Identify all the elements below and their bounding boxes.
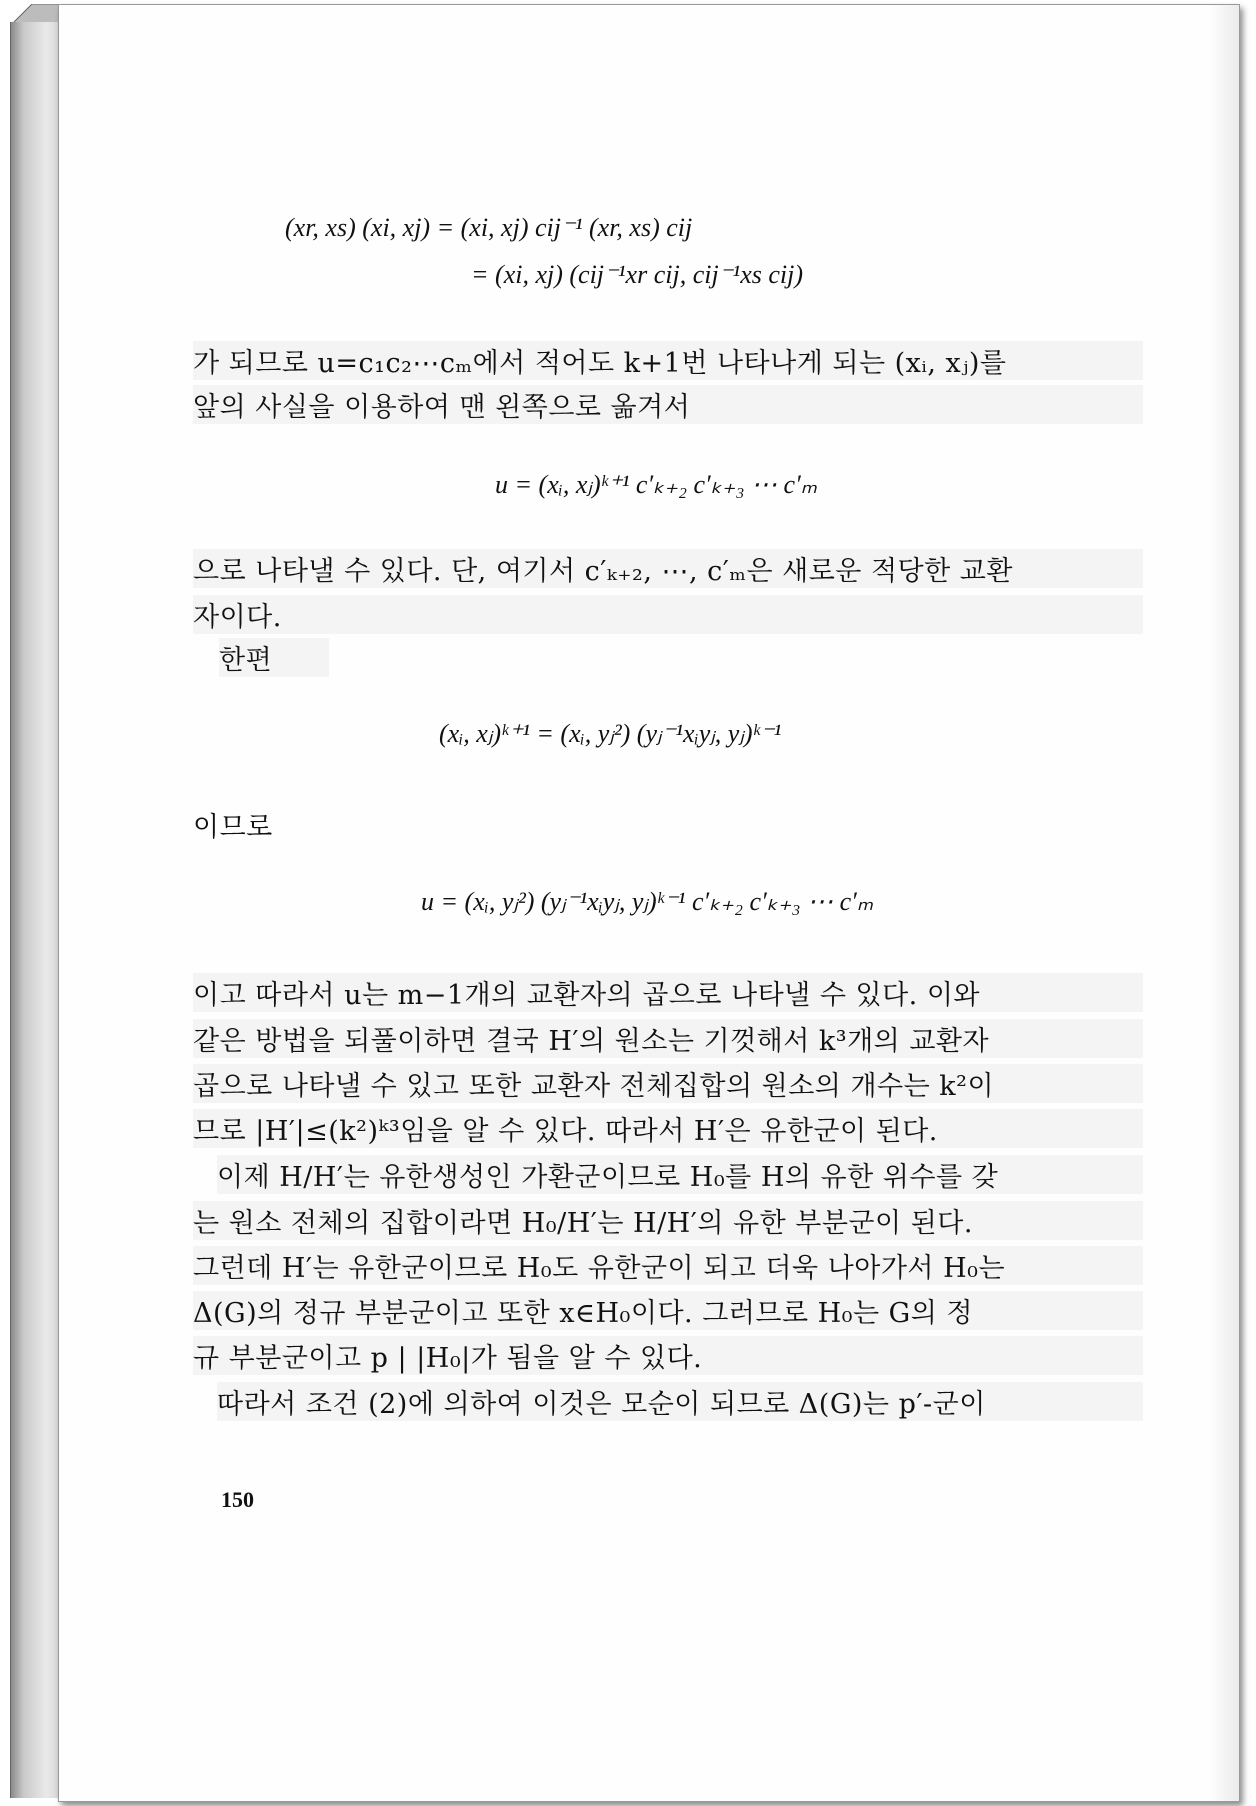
- paragraph-7-line-1: 따라서 조건 (2)에 의하여 이것은 모순이 되므로 Δ(G)는 p′-군이: [217, 1382, 1143, 1421]
- equation-3: (xᵢ, xⱼ)ᵏ⁺¹ = (xᵢ, yⱼ²) (yⱼ⁻¹xᵢyⱼ, yⱼ)ᵏ⁻¹: [439, 719, 782, 748]
- page-fold-shadow: [1209, 5, 1239, 1801]
- paragraph-3: 한편: [219, 638, 329, 677]
- equation-2: u = (xᵢ, xⱼ)ᵏ⁺¹ c′ₖ₊₂ c′ₖ₊₃ ⋯ c′ₘ: [495, 470, 817, 499]
- paragraph-1-line-1: 가 되므로 u=c₁c₂⋯cₘ에서 적어도 k+1번 나타나게 되는 (xᵢ, xⱼ)를: [193, 341, 1143, 380]
- paragraph-5-line-4: 므로 |H′|≤(k²)ᵏ³임을 알 수 있다. 따라서 H′은 유한군이 된다.: [193, 1109, 1143, 1148]
- equation-4: u = (xᵢ, yⱼ²) (yⱼ⁻¹xᵢyⱼ, yⱼ)ᵏ⁻¹ c′ₖ₊₂ c′ₖ₊₃ ⋯ c′ₘ: [421, 887, 874, 916]
- paragraph-5-line-3: 곱으로 나타낼 수 있고 또한 교환자 전체집합의 원소의 개수는 k²이: [193, 1064, 1143, 1103]
- paragraph-2-line-1: 으로 나타낼 수 있다. 단, 여기서 c′ₖ₊₂, ⋯, c′ₘ은 새로운 적당한 교환: [193, 549, 1143, 588]
- paragraph-6-line-3: 그런데 H′는 유한군이므로 H₀도 유한군이 되고 더욱 나아가서 H₀는: [193, 1246, 1143, 1285]
- paragraph-6-line-5: 규 부분군이고 p | |H₀|가 됨을 알 수 있다.: [193, 1336, 1143, 1375]
- paragraph-5-line-1: 이고 따라서 u는 m−1개의 교환자의 곱으로 나타낼 수 있다. 이와: [193, 973, 1143, 1012]
- paragraph-2-line-2: 자이다.: [193, 595, 1143, 634]
- equation-1-line-1: (xr, xs) (xi, xj) = (xi, xj) cij⁻¹ (xr, xs) cij: [285, 213, 693, 242]
- paragraph-6-line-4: Δ(G)의 정규 부분군이고 또한 x∈H₀이다. 그러므로 H₀는 G의 정: [193, 1291, 1143, 1330]
- paragraph-5-line-2: 같은 방법을 되풀이하면 결국 H′의 원소는 기껏해서 k³개의 교환자: [193, 1019, 1143, 1058]
- paragraph-6-line-2: 는 원소 전체의 집합이라면 H₀/H′는 H/H′의 유한 부분군이 된다.: [193, 1201, 1143, 1240]
- page-number: 150: [221, 1487, 254, 1512]
- equation-1-line-2: = (xi, xj) (cij⁻¹xr cij, cij⁻¹xs cij): [471, 260, 804, 289]
- paragraph-6-line-1: 이제 H/H′는 유한생성인 가환군이므로 H₀를 H의 유한 위수를 갖: [217, 1155, 1143, 1194]
- paragraph-1-line-2: 앞의 사실을 이용하여 맨 왼쪽으로 옮겨서: [193, 385, 1143, 424]
- book-page: [58, 4, 1240, 1802]
- book-spine: [10, 22, 61, 1798]
- paragraph-4: 이므로: [193, 812, 273, 843]
